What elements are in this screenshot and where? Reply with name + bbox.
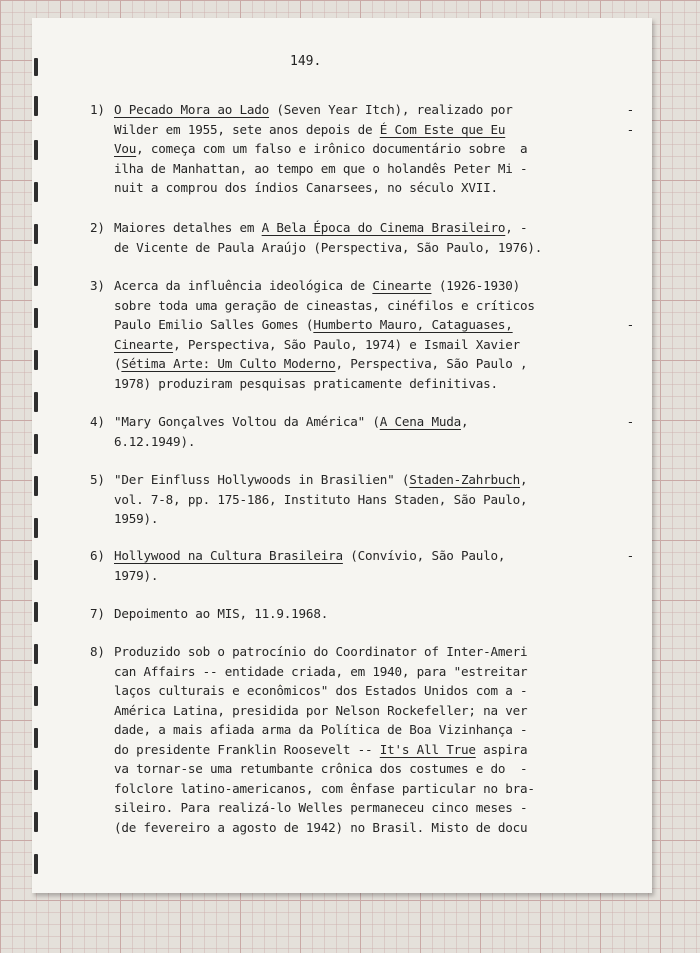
binding-mark <box>34 96 38 116</box>
binding-mark <box>34 476 38 496</box>
book-title: Sétima Arte: Um Culto Moderno <box>121 356 336 371</box>
document-page <box>32 18 652 893</box>
book-title: Humberto Mauro, Cataguases, <box>313 317 513 332</box>
film-title: É Com Este que Eu <box>379 121 506 137</box>
binding-mark <box>34 182 38 202</box>
footnote-number: 7) <box>90 606 105 621</box>
footnote-number: 5) <box>90 472 105 487</box>
footnote-line: Vou, começa com um falso e irônico documentário sobre a <box>114 141 528 156</box>
binding-mark <box>34 392 38 412</box>
footnote-line: "Der Einfluss Hollywoods in Brasilien" (Staden-Zahrbuch, <box>114 472 528 487</box>
footnote-5 <box>90 470 634 529</box>
footnote-line: Maiores detalhes em A Bela Época do Cinema Brasileiro, - <box>114 220 528 235</box>
binding-mark <box>34 434 38 454</box>
footnote-6 <box>90 546 634 585</box>
binding-holes <box>32 18 44 893</box>
footnote-line: ilha de Manhattan, ao tempo em que o holandês Peter Mi - <box>114 160 528 176</box>
binding-mark <box>34 266 38 286</box>
page-number: 149. <box>290 54 322 69</box>
binding-mark <box>34 602 38 622</box>
footnote-4 <box>90 412 634 451</box>
footnote-line: (Sétima Arte: Um Culto Moderno, Perspectiva, São Paulo , <box>114 356 528 371</box>
footnote-line: de Vicente de Paula Araújo (Perspectiva, São Paulo, 1976). <box>114 239 543 255</box>
footnote-number: 8) <box>90 644 105 659</box>
binding-mark <box>34 854 38 874</box>
footnote-1 <box>90 100 634 198</box>
footnote-line: sileiro. Para realizá-lo Welles permaneceu cinco meses - <box>114 800 528 815</box>
footnote-line: (de fevereiro a agosto de 1942) no Brasil. Misto de docu <box>114 819 528 835</box>
book-title: Cinearte <box>114 336 174 352</box>
binding-mark <box>34 812 38 832</box>
film-title: O Pecado Mora ao Lado <box>114 102 270 117</box>
footnote-number: 1) <box>90 102 105 117</box>
footnote-2 <box>90 218 634 257</box>
journal-title: Staden-Zahrbuch <box>409 472 521 487</box>
binding-mark <box>34 140 38 160</box>
binding-mark <box>34 224 38 244</box>
footnote-number: 6) <box>90 548 105 563</box>
footnote-line: dade, a mais afiada arma da Política de Boa Vizinhança - <box>114 722 528 737</box>
footnote-line: Acerca da influência ideológica de Cinearte (1926-1930) <box>114 278 521 293</box>
footnote-number: 2) <box>90 220 105 235</box>
footnote-line: Hollywood na Cultura Brasileira (Convívio, São Paulo, - <box>114 548 634 563</box>
film-title: It's All True <box>379 741 476 757</box>
footnote-line: Depoimento ao MIS, 11.9.1968. <box>114 606 329 621</box>
magazine-title: Cinearte <box>372 278 432 293</box>
binding-mark <box>34 770 38 790</box>
binding-mark <box>34 728 38 748</box>
footnote-line: folclore latino-americanos, com ênfase particular no bra- <box>114 780 535 796</box>
footnote-line: Paulo Emilio Salles Gomes (Humberto Mauro, Cataguases, - <box>114 317 634 332</box>
footnote-line: 1959). <box>114 511 159 526</box>
magazine-title: A Cena Muda <box>379 414 461 429</box>
footnote-line: 6.12.1949). <box>114 433 196 449</box>
binding-mark <box>34 518 38 538</box>
footnote-line: América Latina, presidida por Nelson Rockefeller; na ver <box>114 702 528 718</box>
binding-mark <box>34 560 38 580</box>
binding-mark <box>34 686 38 706</box>
footnote-line: 1979). <box>114 567 159 583</box>
footnote-8 <box>90 642 634 837</box>
footnote-line: 1978) produziram pesquisas praticamente definitivas. <box>114 375 498 391</box>
footnote-3 <box>90 276 634 393</box>
book-title: Hollywood na Cultura Brasileira <box>114 548 343 563</box>
footnote-line: sobre toda uma geração de cineastas, cinéfilos e críticos <box>114 297 535 313</box>
footnote-line: vol. 7-8, pp. 175-186, Instituto Hans Staden, São Paulo, <box>114 491 528 507</box>
binding-mark <box>34 308 38 328</box>
footnote-line: O Pecado Mora ao Lado (Seven Year Itch), realizado por - <box>114 102 634 117</box>
binding-mark <box>34 350 38 370</box>
footnote-number: 4) <box>90 414 105 429</box>
footnote-line: Cinearte, Perspectiva, São Paulo, 1974) e Ismail Xavier <box>114 336 521 352</box>
footnote-line: Produzido sob o patrocínio do Coordinator of Inter-Ameri <box>114 644 528 659</box>
footnote-line: nuit a comprou dos índios Canarsees, no século XVII. <box>114 180 498 195</box>
footnote-line: va tornar-se uma retumbante crônica dos costumes e do - <box>114 761 528 776</box>
film-title: Vou <box>114 141 137 156</box>
binding-mark <box>34 644 38 664</box>
footnote-line: can Affairs -- entidade criada, em 1940, para "estreitar <box>114 663 528 679</box>
footnote-line: "Mary Gonçalves Voltou da América" (A Cena Muda, - <box>114 414 634 429</box>
footnote-line: do presidente Franklin Roosevelt -- It's All True aspira <box>114 741 528 757</box>
footnote-line: laços culturais e econômicos" dos Estados Unidos com a - <box>114 683 528 698</box>
binding-mark <box>34 58 38 76</box>
footnote-number: 3) <box>90 278 105 293</box>
footnote-7 <box>90 604 634 624</box>
footnote-line: Wilder em 1955, sete anos depois de É Com Este que Eu - <box>114 121 634 137</box>
book-title: A Bela Época do Cinema Brasileiro <box>261 220 506 235</box>
